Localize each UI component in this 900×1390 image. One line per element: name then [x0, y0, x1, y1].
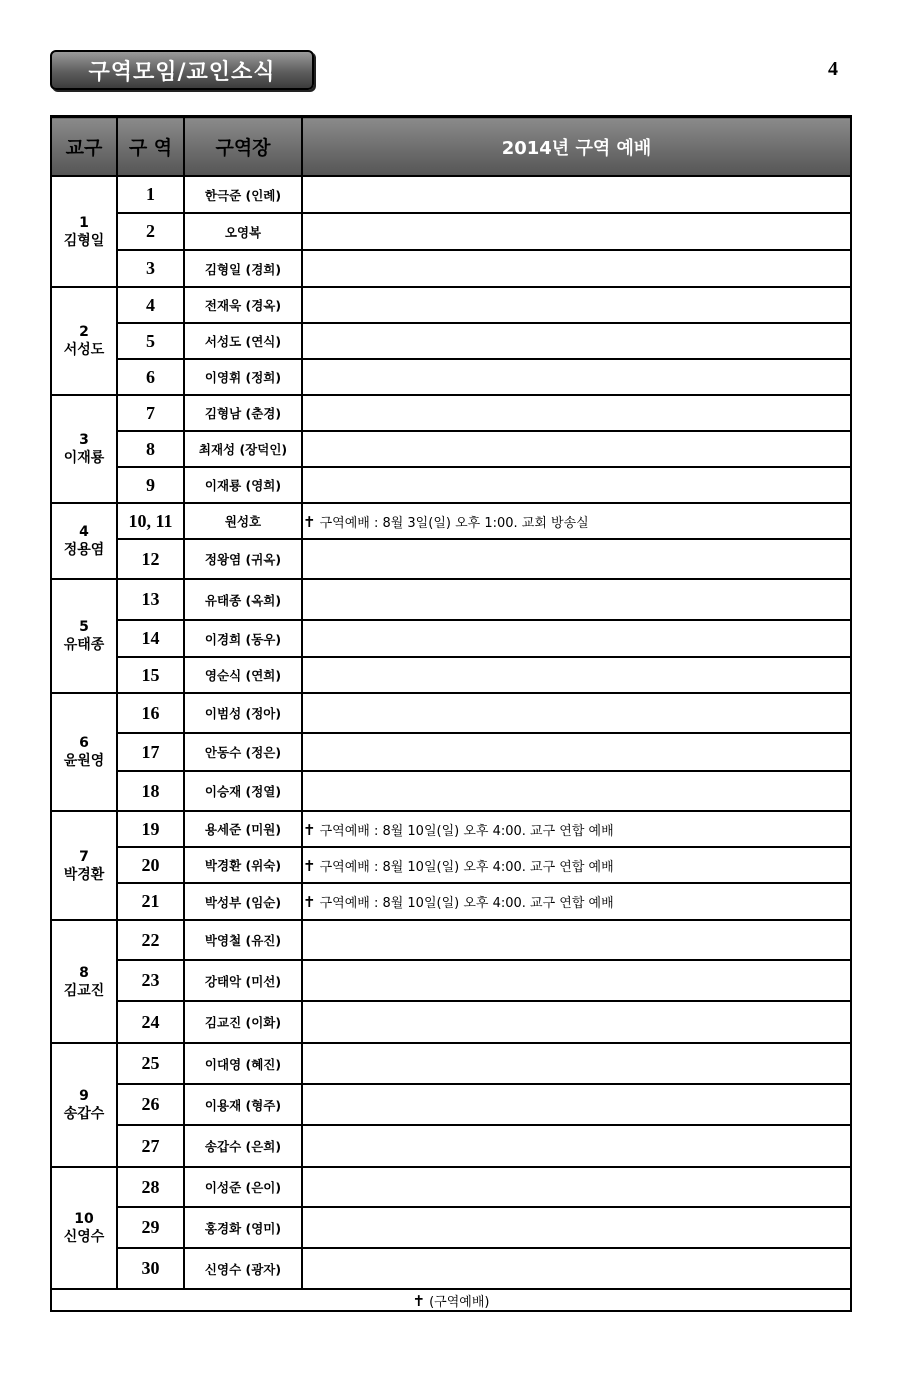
district-number: 7 — [117, 395, 184, 431]
district-number: 3 — [117, 250, 184, 287]
table-row — [51, 213, 851, 250]
cross-icon: ✝ — [303, 856, 316, 875]
district-number: 19 — [117, 811, 184, 847]
district-number: 4 — [117, 287, 184, 323]
district-leader: 박영철 (유진) — [184, 920, 302, 960]
service-note-cell — [302, 176, 851, 213]
service-note-cell — [302, 733, 851, 771]
service-note-cell — [302, 620, 851, 657]
district-leader: 이영휘 (정희) — [184, 359, 302, 395]
service-note-cell — [302, 287, 851, 323]
table-row — [51, 1084, 851, 1125]
service-note-cell — [302, 883, 851, 920]
district-number: 21 — [117, 883, 184, 920]
service-note: 구역예배 : 8월 3일(일) 오후 1:00. 교회 방송실 — [319, 515, 589, 531]
district-number: 17 — [117, 733, 184, 771]
district-leader: 이용재 (형주) — [184, 1084, 302, 1125]
parish-number: 9 — [79, 1088, 89, 1104]
parish-number: 10 — [74, 1211, 94, 1227]
service-note-cell — [302, 1001, 851, 1043]
header-district: 구 역 — [117, 117, 184, 177]
table-row — [51, 359, 851, 395]
district-number: 30 — [117, 1248, 184, 1289]
table-row — [51, 733, 851, 771]
service-note-cell — [302, 539, 851, 579]
district-leader: 김형남 (춘경) — [184, 395, 302, 431]
section-title-box — [50, 50, 314, 90]
district-number: 5 — [117, 323, 184, 359]
service-note-cell — [302, 771, 851, 811]
parish-pastor: 김교진 — [63, 982, 105, 999]
district-leader: 원성호 — [184, 503, 302, 539]
district-number: 23 — [117, 960, 184, 1001]
service-note-cell — [302, 960, 851, 1001]
service-note-cell — [302, 323, 851, 359]
service-note-cell — [302, 657, 851, 693]
parish-cell — [51, 1043, 117, 1167]
cross-icon: ✝ — [303, 512, 316, 531]
header-parish: 교구 — [51, 117, 117, 177]
district-leader: 송갑수 (은희) — [184, 1125, 302, 1167]
footer-row — [51, 1289, 851, 1311]
district-leader: 이경희 (동우) — [184, 620, 302, 657]
parish-cell — [51, 1167, 117, 1289]
district-number: 10, 11 — [117, 503, 184, 539]
district-number: 29 — [117, 1207, 184, 1248]
service-note-cell — [302, 693, 851, 733]
district-number: 1 — [117, 176, 184, 213]
district-leader: 이승재 (정열) — [184, 771, 302, 811]
parish-cell — [51, 920, 117, 1043]
parish-pastor: 송갑수 — [63, 1106, 105, 1122]
service-note-cell — [302, 395, 851, 431]
parish-pastor: 서성도 — [63, 342, 105, 358]
table-row — [51, 1125, 851, 1167]
table-header-row — [51, 117, 851, 177]
table-row — [51, 1207, 851, 1248]
header-service: 2014년 구역 예배 — [302, 117, 851, 177]
service-note-cell — [302, 431, 851, 467]
table-row — [51, 657, 851, 693]
cross-icon: ✝ — [303, 820, 316, 839]
table-row — [51, 539, 851, 579]
parish-pastor: 유태종 — [63, 637, 105, 653]
district-roster-table — [50, 115, 852, 1312]
district-number: 15 — [117, 657, 184, 693]
table-row — [51, 883, 851, 920]
footer-note: (구역예배) — [429, 1294, 490, 1310]
table-row — [51, 1001, 851, 1043]
table-row — [51, 771, 851, 811]
parish-number: 6 — [79, 735, 89, 751]
service-note-cell — [302, 920, 851, 960]
table-row — [51, 1167, 851, 1207]
district-leader: 이대영 (혜진) — [184, 1043, 302, 1084]
parish-pastor: 신영수 — [63, 1229, 105, 1245]
district-number: 16 — [117, 693, 184, 733]
service-note-cell — [302, 1248, 851, 1289]
service-note-cell — [302, 811, 851, 847]
table-row — [51, 579, 851, 620]
service-note-cell — [302, 1167, 851, 1207]
service-note-cell — [302, 579, 851, 620]
district-leader: 서성도 (연식) — [184, 323, 302, 359]
district-number: 9 — [117, 467, 184, 503]
section-title: 구역모임/교인소식 — [88, 58, 276, 85]
district-number: 8 — [117, 431, 184, 467]
district-leader: 박성부 (임순) — [184, 883, 302, 920]
district-leader: 이성준 (은이) — [184, 1167, 302, 1207]
table-row — [51, 1248, 851, 1289]
parish-number: 2 — [79, 324, 89, 340]
district-leader: 박경환 (위숙) — [184, 847, 302, 883]
parish-cell — [51, 287, 117, 395]
district-number: 25 — [117, 1043, 184, 1084]
district-number: 2 — [117, 213, 184, 250]
parish-pastor: 윤원영 — [63, 753, 105, 769]
district-number: 26 — [117, 1084, 184, 1125]
table-row — [51, 960, 851, 1001]
service-note-cell — [302, 1207, 851, 1248]
district-leader: 이재룡 (영희) — [184, 467, 302, 503]
service-note-cell — [302, 1084, 851, 1125]
parish-number: 3 — [79, 432, 89, 448]
service-note: 구역예배 : 8월 10일(일) 오후 4:00. 교구 연합 예배 — [319, 823, 614, 839]
district-leader: 김교진 (이화) — [184, 1001, 302, 1043]
service-note-cell — [302, 503, 851, 539]
table-row — [51, 323, 851, 359]
service-note-cell — [302, 1043, 851, 1084]
service-note: 구역예배 : 8월 10일(일) 오후 4:00. 교구 연합 예배 — [319, 859, 614, 875]
table-row — [51, 176, 851, 213]
service-note-cell — [302, 213, 851, 250]
table-row — [51, 1043, 851, 1084]
parish-pastor: 이재룡 — [63, 450, 105, 466]
table-row — [51, 693, 851, 733]
parish-number: 4 — [79, 524, 89, 540]
district-leader: 전재욱 (경옥) — [184, 287, 302, 323]
table-row — [51, 811, 851, 847]
parish-pastor: 김형일 — [63, 232, 105, 249]
district-number: 13 — [117, 579, 184, 620]
service-note-cell — [302, 1125, 851, 1167]
page-number: 4 — [828, 58, 838, 80]
table-row — [51, 395, 851, 431]
cross-icon: ✝ — [303, 893, 316, 911]
service-note-cell — [302, 847, 851, 883]
table-row — [51, 250, 851, 287]
district-number: 20 — [117, 847, 184, 883]
service-note-cell — [302, 250, 851, 287]
parish-cell — [51, 395, 117, 503]
district-leader: 정왕염 (귀옥) — [184, 539, 302, 579]
parish-cell — [51, 693, 117, 811]
district-leader: 강태악 (미선) — [184, 960, 302, 1001]
parish-number: 7 — [79, 848, 89, 865]
district-leader: 신영수 (광자) — [184, 1248, 302, 1289]
parish-cell — [51, 176, 117, 287]
district-leader: 김형일 (경희) — [184, 250, 302, 287]
table-row — [51, 920, 851, 960]
district-number: 22 — [117, 920, 184, 960]
service-note-cell — [302, 359, 851, 395]
table-row — [51, 467, 851, 503]
cross-icon: ✝ — [412, 1291, 426, 1310]
district-leader: 용세준 (미원) — [184, 811, 302, 847]
district-number: 18 — [117, 771, 184, 811]
district-leader: 유태종 (옥희) — [184, 579, 302, 620]
district-leader: 한극준 (인례) — [184, 176, 302, 213]
table-row — [51, 847, 851, 883]
district-leader: 영순식 (연희) — [184, 657, 302, 693]
header-leader: 구역장 — [184, 117, 302, 177]
table-row — [51, 287, 851, 323]
district-number: 24 — [117, 1001, 184, 1043]
district-leader: 이범성 (정아) — [184, 693, 302, 733]
footer-cell — [51, 1289, 851, 1311]
district-leader: 오영복 — [184, 213, 302, 250]
table-row — [51, 503, 851, 539]
district-number: 6 — [117, 359, 184, 395]
parish-number: 1 — [79, 214, 89, 231]
parish-cell — [51, 811, 117, 920]
district-leader: 최재성 (장덕인) — [184, 431, 302, 467]
district-number: 12 — [117, 539, 184, 579]
parish-pastor: 박경환 — [63, 866, 105, 883]
parish-pastor: 정용염 — [63, 542, 105, 558]
parish-cell — [51, 579, 117, 693]
district-leader: 홍경화 (영미) — [184, 1207, 302, 1248]
district-number: 14 — [117, 620, 184, 657]
district-leader: 안동수 (정은) — [184, 733, 302, 771]
parish-number: 5 — [79, 619, 89, 635]
parish-cell — [51, 503, 117, 579]
table-row — [51, 620, 851, 657]
district-number: 27 — [117, 1125, 184, 1167]
parish-number: 8 — [79, 964, 89, 981]
table-body — [51, 176, 851, 1289]
table-row — [51, 431, 851, 467]
district-number: 28 — [117, 1167, 184, 1207]
service-note: 구역예배 : 8월 10일(일) 오후 4:00. 교구 연합 예배 — [319, 896, 614, 911]
service-note-cell — [302, 467, 851, 503]
